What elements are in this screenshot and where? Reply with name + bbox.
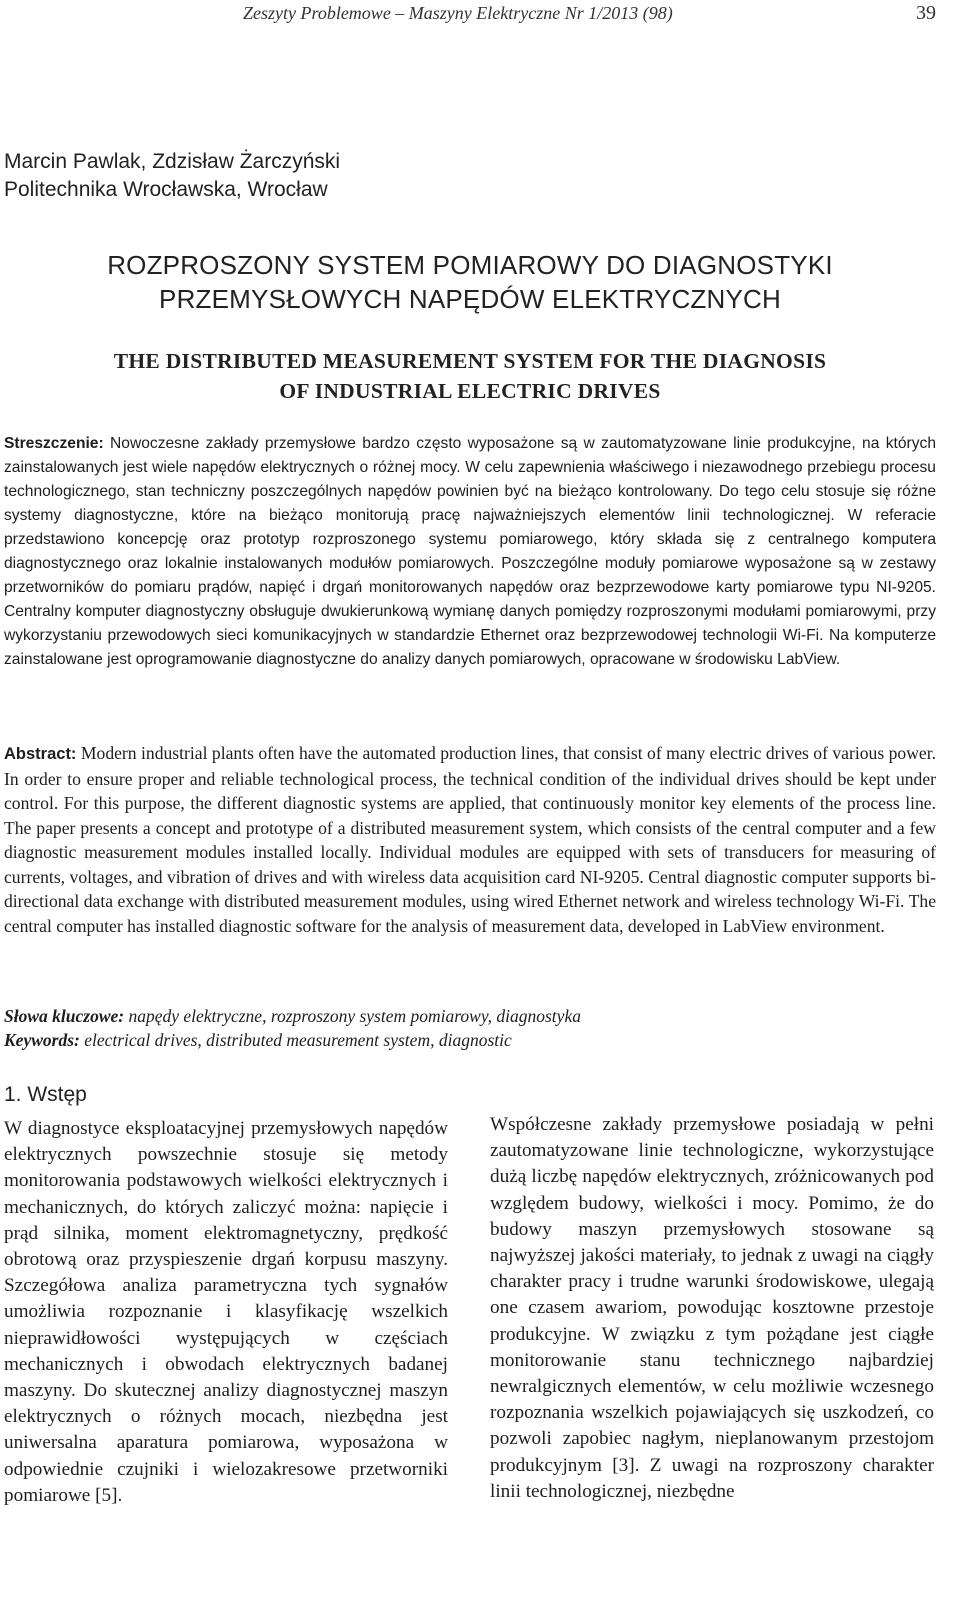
- keywords-polish-label: Słowa kluczowe:: [4, 1006, 125, 1026]
- title-english-line-1: THE DISTRIBUTED MEASUREMENT SYSTEM FOR THE DIAGNOSIS: [113, 349, 827, 373]
- keywords-english-text: electrical drives, distributed measurement system, diagnostic: [84, 1030, 512, 1050]
- author-names: Marcin Pawlak, Zdzisław Żarczyński: [4, 150, 341, 173]
- title-english: [0, 346, 940, 406]
- abstract-paragraph: [4, 741, 936, 938]
- streszczenie-label: Streszczenie:: [4, 435, 104, 452]
- title-polish: [0, 248, 940, 316]
- abstract-text: Modern industrial plants often have the automated production lines, that consist of many electric drives of various power. In order to ensure proper and reliable technological process, the technical condition of the individual drives should be kept under control. For this purpose, the different diagnostic systems are applied, that continuously monitor key elements of the process line. The paper presents a concept and prototype of a distributed measurement system, which consists of the central computer and a few diagnostic measurement modules installed locally. Individual modules are equipped with sets of transducers for measuring of currents, voltages, and vibration of drives and with wireless data acquisition card NI-9205. Central diagnostic computer supports bi-directional data exchange with distributed measurement modules, using wired Ethernet network and wireless technology Wi-Fi. The central computer has installed diagnostic software for the analysis of measurement data, developed in LabView environment.: [4, 743, 936, 936]
- author-affiliation: Politechnika Wrocławska, Wrocław: [4, 178, 328, 201]
- page-number: 39: [916, 2, 936, 24]
- streszczenie-paragraph: [4, 432, 936, 672]
- author-block: [4, 148, 340, 204]
- keywords-english-label: Keywords:: [4, 1030, 80, 1050]
- title-polish-line-2: PRZEMYSŁOWYCH NAPĘDÓW ELEKTRYCZNYCH: [159, 284, 781, 314]
- keywords-polish-text: napędy elektryczne, rozproszony system pomiarowy, diagnostyka: [128, 1006, 581, 1026]
- section-heading: 1. Wstęp: [4, 1083, 87, 1106]
- journal-header: Zeszyty Problemowe – Maszyny Elektryczne Nr 1/2013 (98): [243, 3, 673, 23]
- abstract-label: Abstract:: [4, 745, 77, 763]
- title-english-line-2: OF INDUSTRIAL ELECTRIC DRIVES: [279, 379, 661, 403]
- keywords-english: [4, 1028, 512, 1052]
- streszczenie-text: Nowoczesne zakłady przemysłowe bardzo często wyposażone są w zautomatyzowane linie produkcyjne, na których zainstalowanych jest wiele napędów elektrycznych o różnej mocy. W celu zapewnienia właściwego i niezawodnego przebiegu procesu technologicznego, stan techniczny poszczególnych napędów powinien być na bieżąco kontrolowany. Do tego celu stosuje się różne systemy diagnostyczne, które na bieżąco monitorują pracę najważniejszych elementów linii technologicznej. W referacie przedstawiono koncepcję oraz prototyp rozproszonego systemu pomiarowego, który składa się z centralnego komputera diagnostycznego oraz lokalnie instalowanych modułów pomiarowych. Poszczególne moduły pomiarowe wyposażone są w zestawy przetworników do pomiaru prądów, napięć i drgań monitorowanych napędów oraz bezprzewodowe karty pomiarowe typu NI-9205. Centralny komputer diagnostyczny obsługuje dwukierunkową wymianę danych pomiędzy rozproszonymi modułami pomiarowymi, przy wykorzystaniu przewodowych sieci komunikacyjnych w standardzie Ethernet oraz bezprzewodowej technologii Wi-Fi. Na komputerze zainstalowane jest oprogramowanie diagnostyczne do analizy danych pomiarowych, opracowane w środowisku LabView.: [4, 435, 936, 668]
- body-column-left: W diagnostyce eksploatacyjnej przemysłowych napędów elektrycznych powszechnie stosuje się metody monitorowania podstawowych wielkości elektrycznych i mechanicznych, do których zaliczyć można: napięcie i prąd silnika, moment elektromagnetyczny, prędkość obrotową oraz przyspieszenie drgań korpusu maszyny. Szczegółowa analiza parametryczna tych sygnałów umożliwia rozpoznanie i klasyfikację wszelkich nieprawidłowości występujących w częściach mechanicznych i obwodach elektrycznych badanej maszyny. Do skutecznej analizy diagnostycznej maszyn elektrycznych o różnych mocach, niezbędna jest uniwersalna aparatura pomiarowa, wyposażona w odpowiednie czujniki i wielozakresowe przetworniki pomiarowe [5].: [4, 1118, 448, 1506]
- title-polish-line-1: ROZPROSZONY SYSTEM POMIAROWY DO DIAGNOSTYKI: [107, 250, 833, 280]
- keywords-polish: [4, 1004, 581, 1028]
- body-column-right: Współczesne zakłady przemysłowe posiadają w pełni zautomatyzowane linie technologiczne, wykorzystujące dużą liczbę napędów elektrycznych, zróżnicowanych pod względem budowy, wielkości i mocy. Pomimo, że do budowy maszyn przemysłowych stosowane są najwyższej jakości materiały, to jednak z uwagi na ciągły charakter pracy i trudne warunki środowiskowe, ulegają one czasem awariom, powodując kosztowne przestoje produkcyjne. W związku z tym pożądane jest ciągłe monitorowanie stanu technicznego najbardziej newralgicznych elementów, w celu możliwie wczesnego rozpoznania wszelkich pojawiających się uszkodzeń, co pozwoli zapobiec nagłym, nieplanowanym przestojom produkcyjnym [3]. Z uwagi na rozproszony charakter linii technologicznej, niezbędne: [490, 1114, 934, 1502]
